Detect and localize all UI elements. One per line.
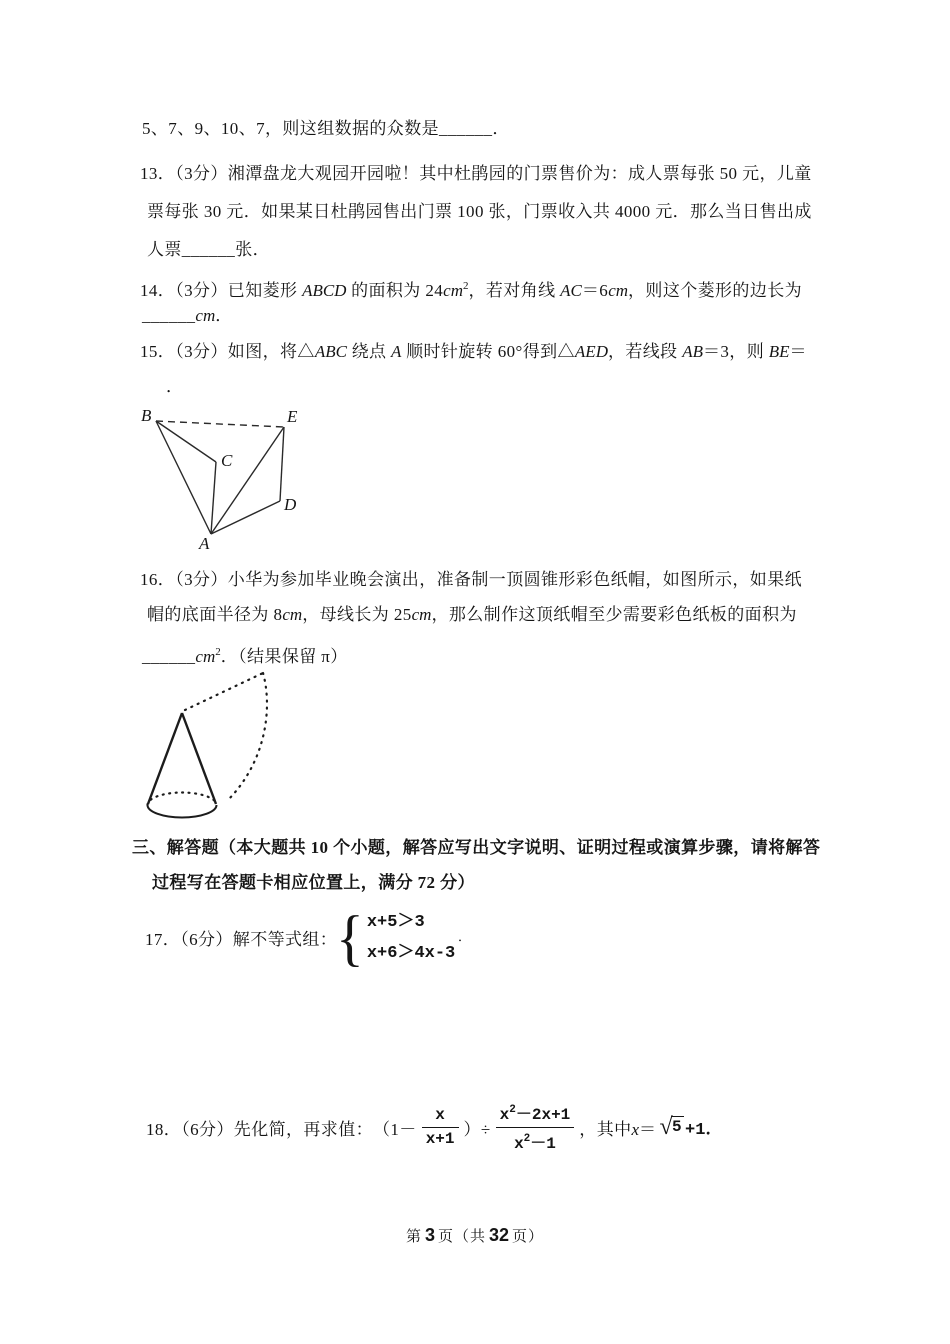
q18-where-text: ，其中 [579, 1119, 632, 1139]
system-lines [367, 907, 455, 969]
square-root [659, 1116, 684, 1138]
q13-line-2: 票每张 30 元．如果某日杜鹃园售出门票 100 张，门票收入共 4000 元．那么当日售出成 [147, 202, 812, 221]
q17-label: 17．（6分）解不等式组： [145, 930, 338, 949]
q14-line-2: ______cm． [142, 306, 233, 325]
q18-label: 18．（6分）先化简，再求值： [146, 1119, 373, 1139]
q18-fraction-1 [422, 1106, 459, 1149]
segment-BC [156, 421, 216, 462]
q14-line-1: 14．（3分）已知菱形 ABCD 的面积为 $24cm^2$，若对角线 AC＝6cm，则这个菱形的边长为 [140, 280, 803, 300]
sector-radius-dotted [185, 673, 263, 710]
q13-line-1: 13．（3分）湘潭盘龙大观园开园啦！其中杜鹃园的门票售价为：成人票每张 50 元，儿童 [140, 164, 812, 183]
footer-prefix: 第 [405, 1229, 422, 1245]
section3-heading-line-2: 过程写在答题卡相应位置上，满分 72 分） [152, 873, 475, 892]
cone-base-back-arc-dotted [148, 793, 217, 806]
fraction-numerator: $x^2-2x+1$ [496, 1101, 575, 1128]
system-brace: { [336, 902, 364, 973]
vertex-label-E: E [287, 407, 298, 426]
vertex-label-B: B [141, 406, 152, 425]
cone-base-front-arc [148, 805, 217, 818]
vertex-label-A: A [199, 534, 210, 553]
fraction-denominator: $x^2-1$ [514, 1132, 556, 1153]
section3-heading-line-1: 三、解答题（本大题共 10 个小题，解答应写出文字说明、证明过程或演算步骤，请将解答 [132, 838, 821, 857]
vertex-label-C: C [221, 451, 233, 470]
q18-close-paren-divide: ）÷ [463, 1119, 491, 1139]
segment-BE-dashed [156, 421, 284, 427]
current-page-number: 3 [424, 1225, 435, 1245]
cone-left-side [148, 713, 182, 804]
segment-ED [280, 427, 284, 501]
q17-inequality-1: x+5＞3 [366, 913, 425, 932]
cone-right-side [182, 713, 216, 804]
footer-suffix: 页） [512, 1229, 545, 1245]
vertex-label-D: D [284, 495, 297, 514]
segment-CA [211, 462, 216, 534]
q15-line-2-period: ． [166, 377, 184, 396]
q13-line-3: 人票______张． [147, 240, 270, 259]
q17-period: ． [458, 929, 472, 944]
rotation-triangle-figure [130, 398, 315, 560]
q18-tail: +1． [685, 1121, 723, 1140]
q16-line-1: 16．（3分）小华为参加毕业晚会演出，准备制一顶圆锥形彩色纸帽，如图所示，如果纸 [140, 570, 802, 589]
q12-tail-line: 5、7、9、10、7，则这组数据的众数是______． [142, 119, 510, 138]
radicand: 5 [672, 1118, 683, 1136]
total-page-number: 32 [489, 1225, 510, 1245]
segment-AE [211, 427, 284, 534]
q16-line-3: $\_\_\_\_\_\_cm^2$．（结果保留 π） [142, 646, 348, 666]
q18-open-paren: （1－ [373, 1119, 417, 1139]
segment-BA [156, 421, 211, 534]
q18-x-equals: x＝ [631, 1119, 657, 1139]
fraction-denominator: x+1 [425, 1129, 455, 1148]
footer-mid: 页（共 [437, 1229, 486, 1245]
segment-AD [211, 501, 280, 534]
q16-line-2: 帽的底面半径为 8cm，母线长为 25cm，那么制作这顶纸帽至少需要彩色纸板的面积为 [147, 605, 797, 624]
fraction-numerator: x [422, 1106, 459, 1128]
q18-fraction-2 [496, 1101, 575, 1154]
q17-inequality-system [336, 902, 456, 973]
sector-arc-dotted [227, 673, 267, 801]
q17-inequality-2: x+6＞4x-3 [366, 944, 456, 963]
q15-line-1: 15．（3分）如图，将△ABC 绕点 A 顺时针旋转 60°得到△AED，若线段 AB＝3，则 BE＝ [140, 342, 807, 361]
radical-sign: √ [659, 1114, 674, 1140]
q18-formula-row [146, 1095, 722, 1159]
page-footer [0, 1225, 950, 1246]
cone-figure [125, 660, 290, 835]
